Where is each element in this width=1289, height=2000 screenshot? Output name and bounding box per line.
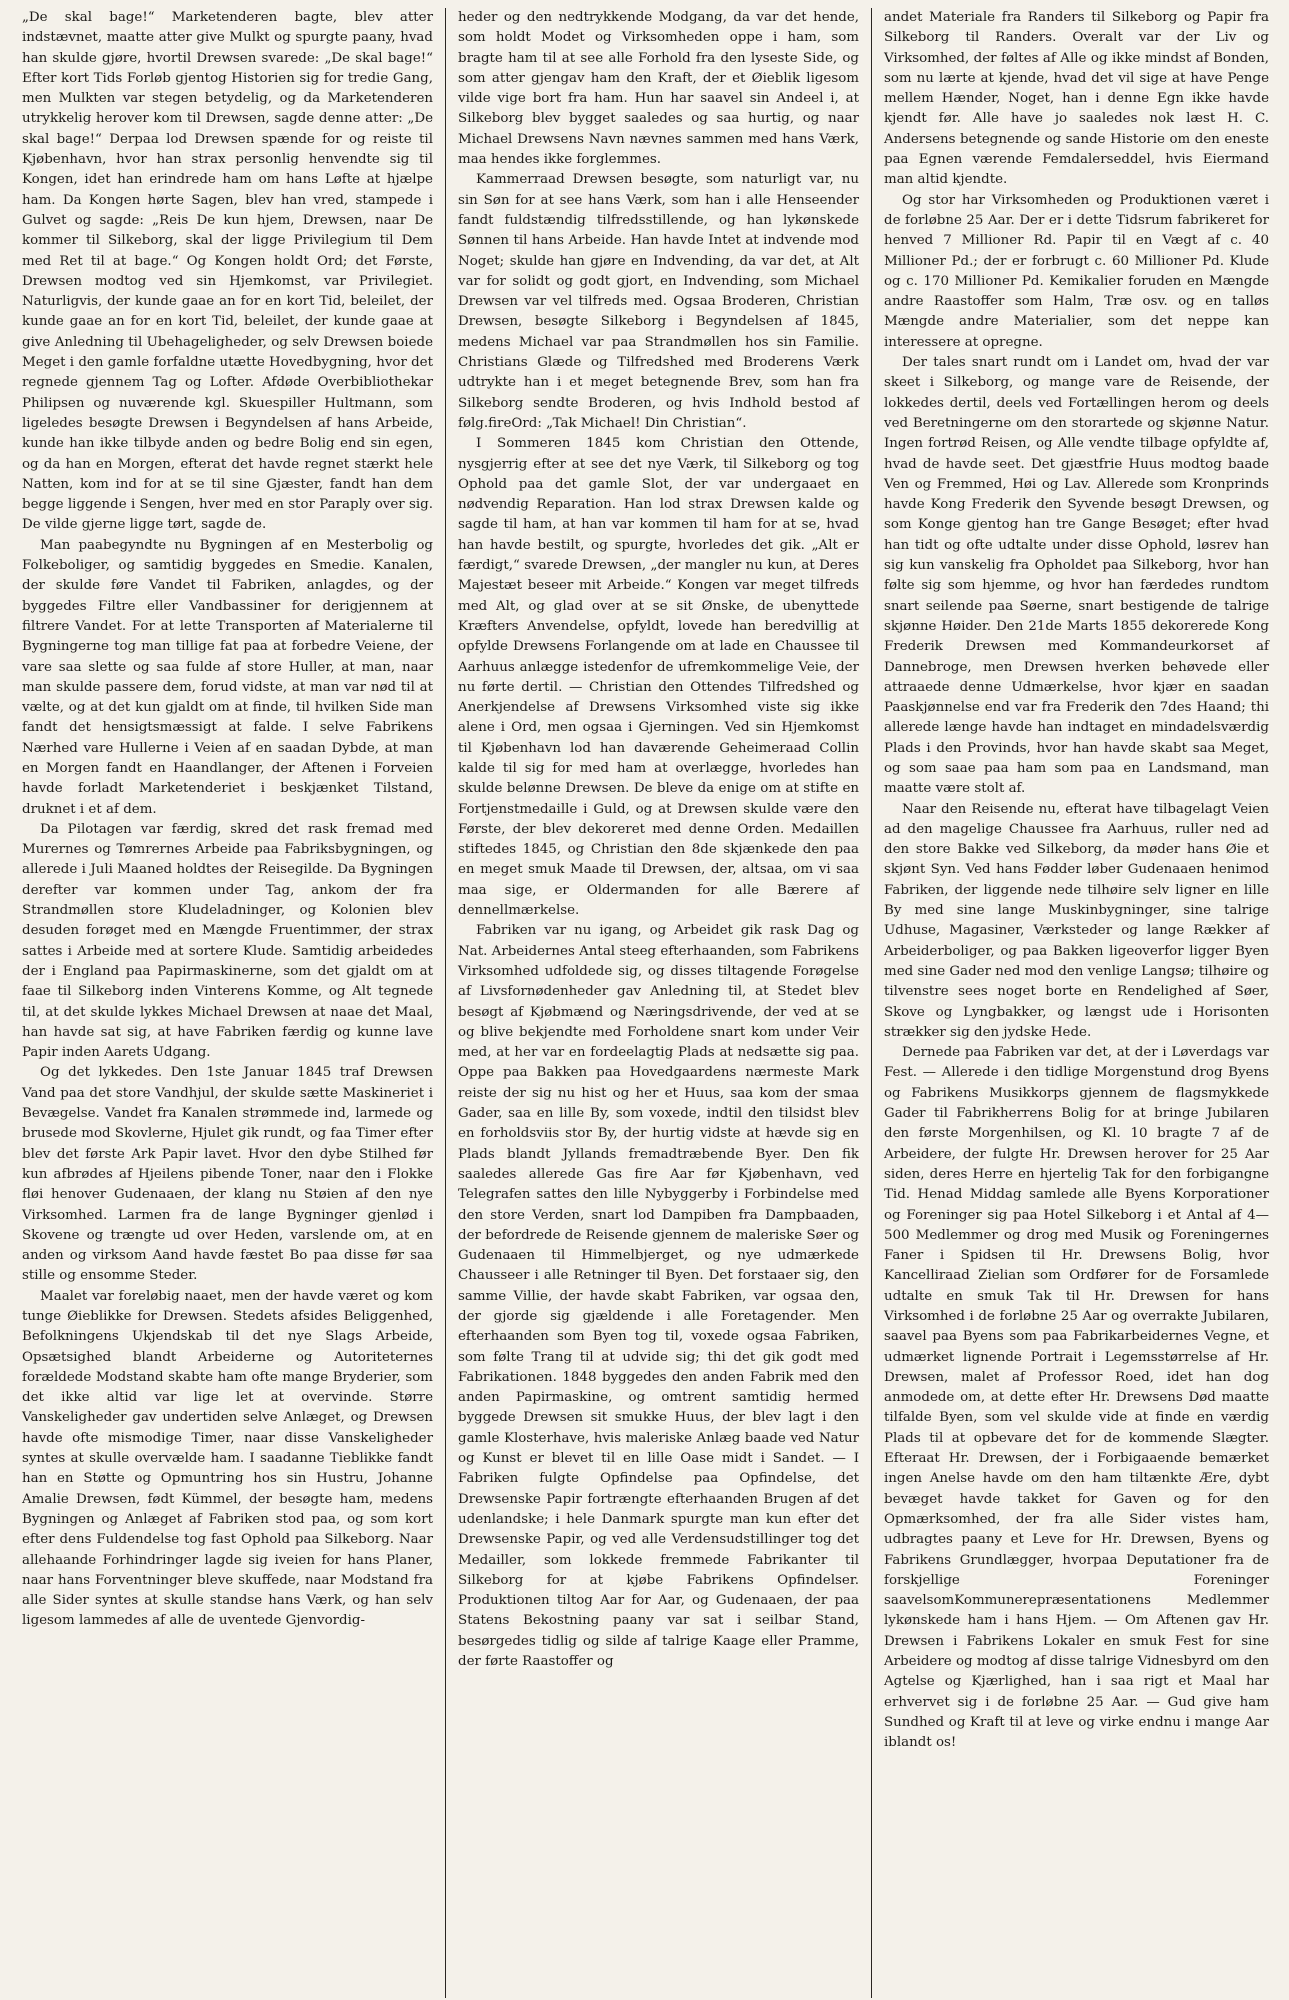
paragraph: Naar den Reisende nu, efterat have tilbagelagt Veien ad den magelige Chaussee fra Aarhuus, ruller ned ad den store Bakke ved Silkeborg, da møder hans Øie et skjønt Syn. Ved hans Fødder løber Gudenaaen henimod Fabriken, der liggende nede tilhøire selv ligner en lille By med sine lange Muskinbygninger, sine talrige Udhuse, Magasiner, Værksteder og lange Rækker af Arbeiderboliger, og paa Bakken ligeoverfor ligger Byen med sine Gader ned mod den venlige Langsø; tilhøire og tilvenstre sees noget borte en Rendelighed af Søer, Skove og Lyngbakker, og længst ude i Horisonten strækker sig den jydske Hede. bbox=[884, 801, 1269, 1040]
paragraph: Man paabegyndte nu Bygningen af en Mesterbolig og Folkeboliger, og samtidig byggedes en Smedie. Kanalen, der skulde føre Vandet til Fabriken, anlagdes, og der byggedes Filtre eller Vandbassiner for derigjennem at filtrere Vandet. For at lette Transporten af Materialerne til Bygningerne tog man tillige fat paa at forbedre Veiene, der vare saa slette og saa fulde af store Huller, at man, naar man skulde passere dem, forud vidste, at man var nød til at vælte, og at det kun gjaldt om at finde, til hvilken Side man fandt det hensigtsmæssigt at falde. I selve Fabrikens Nærhed vare Hullerne i Veien af en saadan Dybde, at man en Morgen fandt en Haandlanger, der Aftenen i Forveien havde forladt Marketenderiet i beskjænket Tilstand, druknet i et af dem. bbox=[22, 537, 433, 817]
paragraph: Og stor har Virksomheden og Produktionen været i de forløbne 25 Aar. Der er i dette Tidsrum fabrikeret for henved 7 Millioner Rd. Papir til en Vægt af c. 40 Millioner Pd.; der er forbrugt c. 60 Millioner Pd. Klude og c. 170 Millioner Pd. Kemikalier foruden en Mængde andre Raastoffer som Halm, Træ osv. og en talløs Mængde andre Materialier, som det neppe kan interessere at opregne. bbox=[884, 192, 1269, 350]
paragraph: Dernede paa Fabriken var det, at der i Løverdags var Fest. — Allerede i den tidlige Morgenstund drog Byens og Fabrikens Musikkorps gjennem de flagsmykkede Gader til Fabrikherrens Bolig for at bringe Jubilaren den første Morgenhilsen, og Kl. 10 bragte 7 af de Arbeidere, der fulgte Hr. Drewsen herover for 25 Aar siden, deres Herre en hjertelig Tak for den forbigangne Tid. Henad Middag samlede alle Byens Korporationer og Foreninger sig paa Hotel Silkeborg i et Antal af 4—500 Medlemmer og drog med Musik og Foreningernes Faner i Spidsen til Hr. Drewsens Bolig, hvor Kancelliraad Zielian som Ordfører for de Forsamlede udtalte en smuk Tak til Hr. Drewsen for hans Virksomhed i de forløbne 25 Aar og overrakte Jubilaren, saavel paa Byens som paa Fabrikarbeidernes Vegne, et udmærket lignende Portrait i Legemsstørrelse af Hr. Drewsen, malet af Professor Roed, idet han dog anmodede om, at dette efter Hr. Drewsens Død maatte tilfalde Byen, som vel skulde vide at finde en værdig Plads til at opbevare det for de kommende Slægter. Efteraat Hr. Drewsen, der i Forbigaaende bemærket ingen Anelse havde om den ham tiltænkte Ære, dybt bevæget havde takket for Gaven og for den Opmærksomhed, der fra alle Sider vistes ham, udbragtes paany et Leve for Hr. Drewsen, Byens og Fabrikens Grundlægger, hvorpaa Deputationer fra de forskjellige Foreninger saavelsomKommunerepræsentationens Medlemmer lykønskede ham i hans Hjem. — Om Aftenen gav Hr. Drewsen i Fabrikens Lokaler en smuk Fest for sine Arbeidere og modtog af disse talrige Vidnesbyrd om den Agtelse og Kjærlighed, han i saa rigt et Maal har erhvervet sig i de forløbne 25 Aar. — Gud give ham Sundhed og Kraft til at leve og virke endnu i mange Aar iblandt os! bbox=[884, 1045, 1269, 1751]
paragraph: I Sommeren 1845 kom Christian den Ottende, nysgjerrig efter at see det nye Værk, til Silkeborg og tog Ophold paa det gamle Slot, der var undergaaet en nødvendig Reparation. Han lod strax Drewsen kalde og sagde til ham, at han var kommen til ham for at se, hvad han havde bestilt, og spurgte, hvorledes det gik. „Alt er færdigt,“ svarede Drewsen, „der mangler nu kun, at Deres Majestæt beseer mit Arbeide.“ Kongen var meget tilfreds med Alt, og glad over at se sit Ønske, de ubenyttede Kræfters Anvendelse, opfyldt, lovede han beredvillig at opfylde Drewsens Forlangende om at lade en Chaussee til Aarhuus anlægge istedenfor de ufremkommelige Veie, der nu førte dertil. — Christian den Ottendes Tilfredshed og Anerkjendelse af Drewsens Virksomhed viste sig ikke alene i Ord, men ogsaa i Gjerningen. Ved sin Hjemkomst til Kjøbenhavn lod han daværende Geheimeraad Collin kalde til sig for med ham at overlægge, hvorledes han skulde belønne Drewsen. De bleve da enige om at stifte en Fortjenstmedaille i Guld, og at Drewsen skulde være den Første, der blev dekoreret med denne Orden. Medaillen stiftedes 1845, og Christian den 8de skjænkede den paa en meget smuk Maade til Drewsen, der, altsaa, om vi saa maa sige, er Oldermanden for alle Bærere af dennellmærkelse. bbox=[458, 436, 859, 919]
paragraph: „De skal bage!“ Marketenderen bagte, blev atter indstævnet, maatte atter give Mulkt og spurgte paany, hvad han skulde gjøre, hvortil Drewsen svarede: „De skal bage!“ Efter kort Tids Forløb gjentog Historien sig for tredie Gang, men Mulkten var stegen betydelig, og da Marketenderen utrykkelig herover kom til Drewsen, sagde denne atter: „De skal bage!“ Derpaa lod Drewsen spænde for og reiste til Kjøbenhavn, hvor han strax personlig henvendte sig til Kongen, idet han erindrede ham om hans Løfte at hjælpe ham. Da Kongen hørte Sagen, blev han vred, stampede i Gulvet og sagde: „Reis De kun hjem, Drewsen, naar De kommer til Silkeborg, skal der ligge Privilegium til Dem med Ret til at bage.“ Og Kongen holdt Ord; det Første, Drewsen modtog ved sin Hjemkomst, var Privilegiet. Naturligvis, der kunde gaae an for en kort Tid, beleilet, der kunde gaae an for en kort Tid, beleilet, der kunde gaae at give Anledning til Ubehageligheder, og selv Drewsen boiede Meget i den gamle forfaldne utætte Hovedbygning, hvor det regnede gjennem Tag og Lofter. Afdøde Overbibliothekar Philipsen og nuværende kgl. Skuespiller Hultmann, som ligeledes besøgte Drewsen i Begyndelsen af hans Arbeide, kunde han ikke tilbyde anden og bedre Bolig end sin egen, og da han en Morgen, efterat det havde regnet stærkt hele Natten, kom ind for at se til sine Gjæster, fandt han dem begge liggende i Sengen, hver med en stor Paraply over sig. De vilde gjerne ligge tørt, sagde de. bbox=[22, 10, 433, 533]
paragraph: Da Pilotagen var færdig, skred det rask fremad med Murernes og Tømrernes Arbeide paa Fabriksbygningen, og allerede i Juli Maaned holdtes der Reisegilde. Da Bygningen derefter var kommen under Tag, ankom der fra Strandmøllen store Kludeladninger, og Kolonien blev desuden forøget med en Mængde Fruentimmer, der strax sattes i Arbeide med at sortere Klude. Samtidig arbeidedes der i England paa Papirmaskinerne, som det gjaldt om at faae til Silkeborg inden Vinterens Komme, og Alt tegnede til, at det skulde lykkes Michael Drewsen at naae det Maal, han havde sat sig, at have Fabriken færdig og kunne lave Papir inden Aarets Udgang. bbox=[22, 821, 433, 1061]
column-3 bbox=[872, 8, 1281, 2000]
column-2 bbox=[446, 8, 871, 2000]
column-1 bbox=[10, 8, 445, 2000]
paragraph: Og det lykkedes. Den 1ste Januar 1845 traf Drewsen Vand paa det store Vandhjul, der skulde sætte Maskineriet i Bevægelse. Vandet fra Kanalen strømmede ind, larmede og brusede mod Skovlerne, Hjulet gik rundt, og faa Timer efter blev det første Ark Papir lavet. Hvor den dybe Stilhed før kun afbrødes af Hjeilens pibende Toner, naar den i Flokke fløi henover Gudenaaen, der klang nu Støien af den nye Virksomhed. Larmen fra de lange Bygninger gjenlød i Skovene og trængte ud over Heden, varslende om, at en anden og virksom Aand havde fæstet Bo paa disse før saa stille og ensomme Steder. bbox=[22, 1065, 433, 1284]
paragraph: Kammerraad Drewsen besøgte, som naturligt var, nu sin Søn for at see hans Værk, som han i alle Henseender fandt fuldstændig tilfredsstillende, og han lykønskede Sønnen til hans Arbeide. Han havde Intet at indvende mod Noget; skulde han gjøre en Indvending, da var det, at Alt var for solidt og godt gjort, en Indvending, som Michael Drewsen var vel tilfreds med. Ogsaa Broderen, Christian Drewsen, besøgte Silkeborg i Begyndelsen af 1845, medens Michael var paa Strandmøllen hos sin Familie. Christians Glæde og Tilfredshed med Broderens Værk udtrykte han i et meget betegnende Brev, som han fra Silkeborg sendte Broderen, og hvis Indhold bestod af følg.fireOrd: „Tak Michael! Din Christian“. bbox=[458, 172, 859, 431]
paragraph: andet Materiale fra Randers til Silkeborg og Papir fra Silkeborg til Randers. Overalt var der Liv og Virksomhed, der føltes af Alle og ikke mindst af Bonden, som nu lærte at kjende, hvad det vil sige at have Penge mellem Hænder, Noget, han i denne Egn ikke havde kjendt før. Alle have jo saaledes nok læst H. C. Andersens betegnende og sande Historie om den eneste paa Egnen værende Femdalerseddel, hvis Eiermand man altid kjendte. bbox=[884, 10, 1269, 188]
paragraph: Der tales snart rundt om i Landet om, hvad der var skeet i Silkeborg, og mange vare de Reisende, der lokkedes dertil, deels ved Fortællingen herom og deels ved Beretningerne om den storartede og skjønne Natur. Ingen fortrød Reisen, og Alle vendte tilbage opfyldte af, hvad de havde seet. Det gjæstfrie Huus modtog baade Ven og Fremmed, Høi og Lav. Allerede som Kronprinds havde Kong Frederik den Syvende besøgt Drewsen, og som Konge gjentog han tre Gange Besøget; efter hvad han tidt og ofte udtalte under disse Ophold, løsrev han sig kun vanskelig fra Opholdet paa Silkeborg, hvor han følte sig som hjemme, og hvor han færdedes rundtom snart seilende paa Søerne, snart bestigende de talrige skjønne Høider. Den 21de Marts 1855 dekorerede Kong Frederik Drewsen med Kommandeurkorset af Dannebroge, men Drewsen hverken behøvede eller attraaede denne Udmærkelse, hvor kjær en saadan Paaskjønnelse end var fra Frederik den 7des Haand; thi allerede længe havde han indtaget en mindadelsværdig Plads i den Provinds, hvor han havde skabt saa Meget, og som saae paa ham som paa en Landsmand, man maatte være stolt af. bbox=[884, 355, 1269, 797]
paragraph: Maalet var foreløbig naaet, men der havde været og kom tunge Øieblikke for Drewsen. Stedets afsides Beliggenhed, Befolkningens Ukjendskab til det nye Slags Arbeide, Opsætsighed blandt Arbeiderne og Autoriteternes forældede Modstand skabte ham ofte mange Bryderier, som det ikke altid var lige let at overvinde. Større Vanskeligheder gav undertiden selve Anlæget, og Drewsen havde ofte mismodige Timer, naar disse Vanskeligheder syntes at skulle overvælde ham. I saadanne Tieblikke fandt han en Støtte og Opmuntring hos sin Hustru, Johanne Amalie Drewsen, født Kümmel, der besøgte ham, medens Bygningen og Anlæget af Fabriken stod paa, og som kort efter dens Fuldendelse tog fast Ophold paa Silkeborg. Naar allehaande Forhindringer lagde sig iveien for hans Planer, naar hans Forventninger bleve skuffede, naar Modstand fra alle Sider syntes at skulle standse hans Værk, og han selv ligesom lammedes af alle de uventede Gjenvordig- bbox=[22, 1288, 433, 1629]
paragraph: heder og den nedtrykkende Modgang, da var det hende, som holdt Modet og Virksomheden oppe i ham, som bragte ham til at see alle Forhold fra den lyseste Side, og som atter gjengav ham den Kraft, der et Øieblik ligesom vilde vige bort fra ham. Hun har saavel sin Andeel i, at Silkeborg blev bygget saaledes og saa hurtig, og naar Michael Drewsens Navn nævnes sammen med hans Værk, maa hendes ikke forglemmes. bbox=[458, 10, 859, 168]
paragraph: Fabriken var nu igang, og Arbeidet gik rask Dag og Nat. Arbeidernes Antal steeg efterhaanden, som Fabrikens Virksomhed udfoldede sig, og disses tiltagende Forøgelse af Livsfornødenheder gav Anledning til, at Stedet blev besøgt af Kjøbmænd og Næringsdrivende, der ved at se og blive bekjendte med Forholdene snart kom under Veir med, at her var en fordeelagtig Plads at nedsætte sig paa. Oppe paa Bakken paa Hovedgaardens nærmeste Mark reiste der sig nu hist og her et Huus, saa kom der smaa Gader, saa en lille By, som voxede, indtil den tilsidst blev en forholdsviis stor By, der hurtig vidste at hævde sig en Plads blandt Jyllands fremadtræbende Byer. Den fik saaledes allerede Gas fire Aar før Kjøbenhavn, ved Telegrafen sattes den lille Nybyggerby i Forbindelse med den store Verden, snart lod Dampiben fra Dampbaaden, der befordrede de Reisende gjennem de maleriske Søer og Gudenaaen til Himmelbjerget, og nye udmærkede Chausseer i alle Retninger til Byen. Det forstaaer sig, den samme Villie, der havde skabt Fabriken, var ogsaa den, der gjorde sig gjældende i alle Foretagender. Men efterhaanden som Byen tog til, voxede ogsaa Fabriken, som følte Trang til at udvide sig; thi det gik godt med Fabrikationen. 1848 byggedes den anden Fabrik med den anden Papirmaskine, og omtrent samtidig hermed byggede Drewsen sit smukke Huus, der blev lagt i den gamle Klosterhave, hvis maleriske Anlæg baade ved Natur og Kunst er blevet til en lille Oase midt i Sandet. — I Fabriken fulgte Opfindelse paa Opfindelse, det Drewsenske Papir fortrængte efterhaanden Brugen af det udenlandske; i hele Danmark spurgte man kun efter det Drewsenske Papir, og ved alle Verdensudstillinger tog det Medailler, som lokkede fremmede Fabrikanter til Silkeborg for at kjøbe Fabrikens Opfindelser. Produktionen tiltog Aar for Aar, og Gudenaaen, der paa Statens Bekostning paany var sat i seilbar Stand, besørgedes tidlig og silde af talrige Kaage eller Pramme, der førte Raastoffer og bbox=[458, 923, 859, 1670]
